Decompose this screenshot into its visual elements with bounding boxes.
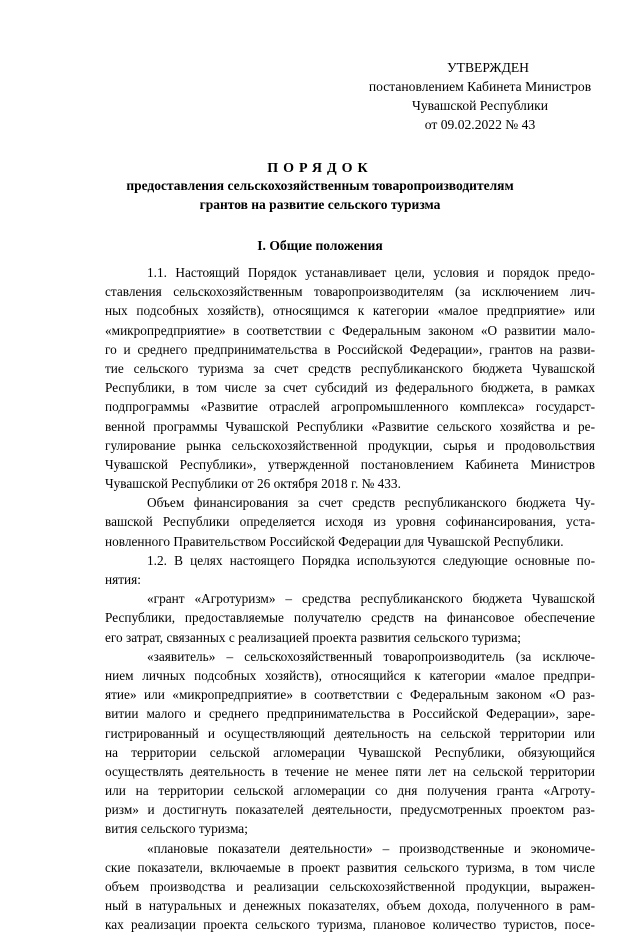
text-line: Объем финансирования за счет средств республиканского бюджета Чу-: [147, 495, 595, 511]
text-line: 1.1. Настоящий Порядок устанавливает цели, условия и порядок предо-: [147, 265, 595, 280]
document-title: ПОРЯДОК: [267, 161, 373, 176]
text-line: осуществлять деятельность в течение не менее пяти лет на сельской территории: [105, 763, 595, 779]
text-line: Республики, предоставляемые получателю средств на финансовое обеспечение: [105, 610, 595, 626]
approval-date: от 09.02.2022 № 43: [424, 117, 536, 132]
text-line: гулирование рынка сельскохозяйственной продукции, сырья и продовольствия: [105, 437, 595, 453]
text-line: новленного Правительством Российской Федерации для Чувашской Республики.: [105, 533, 564, 549]
text-line: на территории сельской агломерации Чувашской Республики, обязующийся: [105, 744, 595, 760]
text-line: витии малого и среднего предпринимательства в Российской Федерации», заре-: [105, 706, 595, 722]
text-line: его затрат, связанных с реализацией проекта развития сельского туризма;: [105, 629, 521, 645]
text-line: нием личных подсобных хозяйств), относящийся к категории «малое предпри-: [105, 667, 595, 683]
text-line: ках реализации проекта сельского туризма, плановое количество туристов, посе-: [105, 917, 595, 933]
text-line: ный в натуральных и денежных показателях, объем дохода, полученного в рам-: [105, 898, 595, 914]
approval-title: УТВЕРЖДЕН: [447, 60, 529, 75]
text-line: гистрированный и осуществляющий деятельность на сельской территории или: [105, 725, 595, 741]
text-line: «заявитель» – сельскохозяйственный товаропроизводитель (за исключе-: [147, 648, 595, 664]
text-line: «плановые показатели деятельности» – производственные и экономиче-: [147, 840, 595, 856]
approval-line: постановлением Кабинета Министров: [368, 79, 592, 94]
text-line: го и среднего предпринимательства в Российской Федерации», грантов на разви-: [105, 341, 595, 357]
text-line: ятие» или «микропредприятие» в соответствии с Федеральным законом «О раз-: [105, 687, 595, 703]
text-line: 1.2. В целях настоящего Порядка используются следующие основные по-: [147, 552, 595, 568]
subtitle-line: грантов на развитие сельского туризма: [199, 197, 441, 212]
text-line: Чувашской Республики», утвержденной постановлением Кабинета Министров: [105, 456, 595, 472]
text-line: подпрограммы «Развитие отраслей агропромышленного комплекса» государст-: [105, 399, 595, 415]
document-body: [105, 263, 595, 935]
text-line: «микропредприятие» в соответствии с Федеральным законом «О развитии мало-: [105, 322, 595, 338]
text-line: ставления сельскохозяйственным товаропроизводителям (за исключением лич-: [105, 284, 595, 300]
subtitle-line: предоставления сельскохозяйственным товаропроизводителям: [126, 178, 514, 193]
text-line: Чувашской Республики от 26 октября 2018 г. № 433.: [105, 476, 401, 492]
document-subtitle: [0, 176, 640, 214]
text-line: венной программы Чувашской Республики «Развитие сельского хозяйства и ре-: [105, 418, 595, 434]
text-line: или на территории сельской агломерации со дня получения гранта «Агроту-: [105, 783, 595, 799]
text-line: Республики, в том числе за счет субсидий из федерального бюджета, в рамках: [105, 380, 595, 396]
text-line: вашской Республики определяется исходя из уровня софинансирования, уста-: [105, 514, 595, 530]
text-line: ские показатели, включаемые в проект развития сельского туризма, в том числе: [105, 859, 595, 875]
text-line: нятия:: [105, 572, 141, 587]
section-heading: I. Общие положения: [257, 238, 383, 253]
text-line: «грант «Агротуризм» – средства республиканского бюджета Чувашской: [147, 591, 595, 607]
text-line: ных подсобных хозяйств), относящимся к категории «малое предприятие» или: [105, 303, 595, 319]
text-line: объем производства и реализации сельскохозяйственной продукции, выражен-: [105, 879, 595, 894]
text-line: тие сельского туризма за счет средств республиканского бюджета Чувашской: [105, 360, 595, 376]
text-line: ризм» и достигнуть показателей деятельности, предусмотренных проектом раз-: [105, 802, 595, 818]
text-line: вития сельского туризма;: [105, 821, 248, 837]
approval-block: [330, 58, 630, 134]
approval-line: Чувашской Республики: [412, 98, 548, 113]
